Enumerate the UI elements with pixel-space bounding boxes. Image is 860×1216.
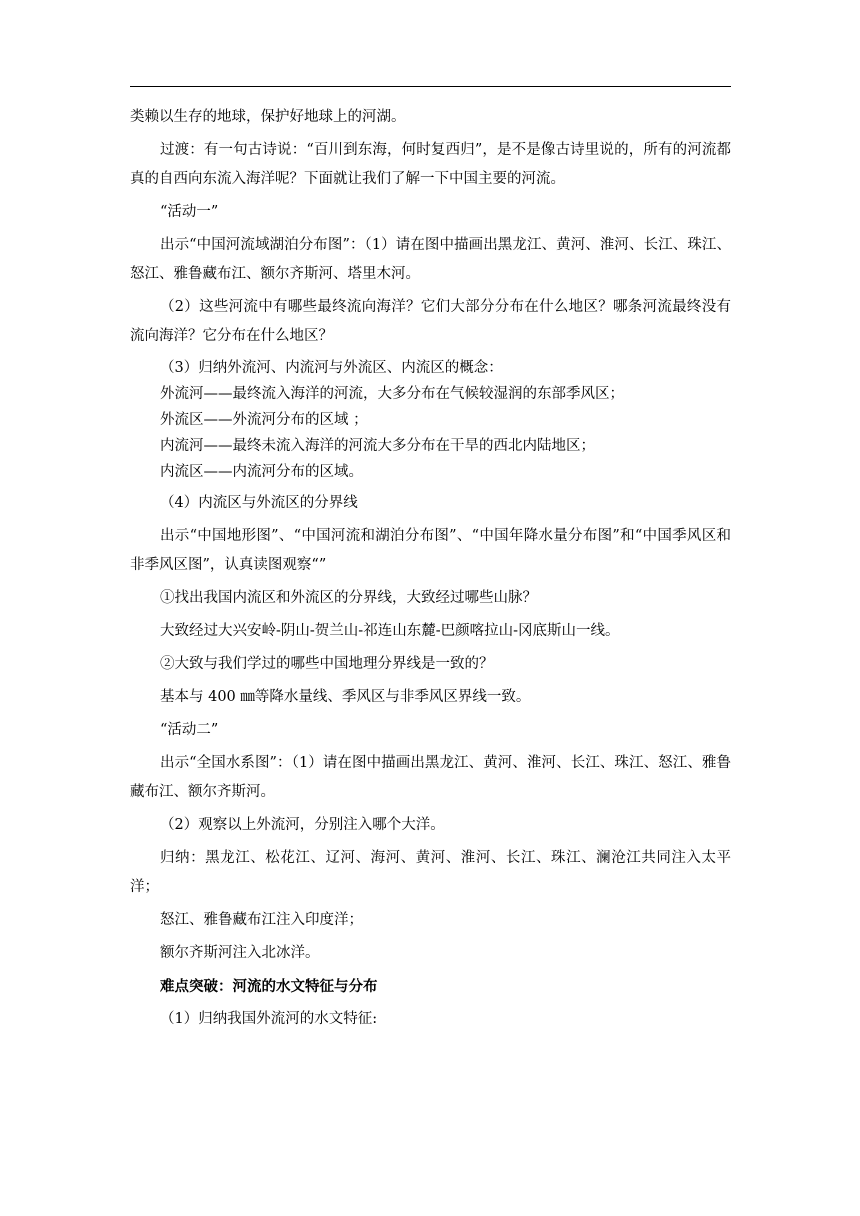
paragraph: （1）归纳我国外流河的水文特征: [160, 1011, 378, 1027]
definition-line: 外流区——外流河分布的区域 ； [160, 412, 368, 428]
section-heading: 难点突破：河流的水文特征与分布 [160, 978, 378, 995]
question: ①找出我国内流区和外流区的分界线，大致经过哪些山脉？ [160, 590, 537, 606]
paragraph: 出示“全国水系图”：（1）请在图中描画出黑龙江、黄河、淮河、长江、珠江、怒江、雅鲁藏布江、额尔齐斯河。 [130, 755, 731, 800]
definition-line: 内流河——最终未流入海洋的河流大多分布在干旱的西北内陆地区； [160, 438, 595, 454]
summary: 归纳：黑龙江、松花江、辽河、海河、黄河、淮河、长江、珠江、澜沧江共同注入太平洋； [130, 850, 731, 895]
answer: 基本与 400 ㎜等降水量线、季风区与非季风区界线一致。 [160, 689, 531, 705]
definition-line: 内流区——内流河分布的区域。 [160, 464, 363, 480]
summary: 怒江、雅鲁藏布江注入印度洋； [160, 912, 363, 928]
paragraph: （2）这些河流中有哪些最终流向海洋？它们大部分分布在什么地区？哪条河流最终没有流向海洋？它分布在什么地区？ [130, 299, 731, 344]
document-body [130, 103, 731, 1034]
answer: 大致经过大兴安岭-阴山-贺兰山-祁连山东麓-巴颜喀拉山-冈底斯山一线。 [160, 623, 620, 639]
paragraph: 出示“中国地形图”、“中国河流和湖泊分布图”、“中国年降水量分布图”和“中国季风区和非季风区图”，认真读图观察“” [130, 528, 731, 573]
paragraph: 出示“中国河流域湖泊分布图”：（1）请在图中描画出黑龙江、黄河、淮河、长江、珠江、怒江、雅鲁藏布江、额尔齐斯河、塔里木河。 [130, 237, 731, 282]
question: ②大致与我们学过的哪些中国地理分界线是一致的？ [160, 656, 494, 672]
paragraph-transition: 过渡：有一句古诗说：“百川到东海，何时复西归”，是不是像古诗里说的，所有的河流都真的自西向东流入海洋呢？下面就让我们了解一下中国主要的河流。 [130, 142, 731, 187]
paragraph: （2）观察以上外流河，分别注入哪个大洋。 [160, 817, 445, 833]
definition-line: 外流河——最终流入海洋的河流，大多分布在气候较湿润的东部季风区； [160, 386, 624, 402]
header-rule [130, 86, 731, 87]
paragraph: （4）内流区与外流区的分界线 [160, 495, 358, 511]
summary: 额尔齐斯河注入北冰洋。 [160, 945, 320, 961]
paragraph: （3）归纳外流河、内流河与外流区、内流区的概念： [160, 360, 503, 376]
activity-two-heading: “活动二” [160, 722, 219, 738]
activity-one-heading: “活动一” [160, 204, 219, 220]
paragraph: 类赖以生存的地球，保护好地球上的河湖。 [130, 109, 406, 125]
